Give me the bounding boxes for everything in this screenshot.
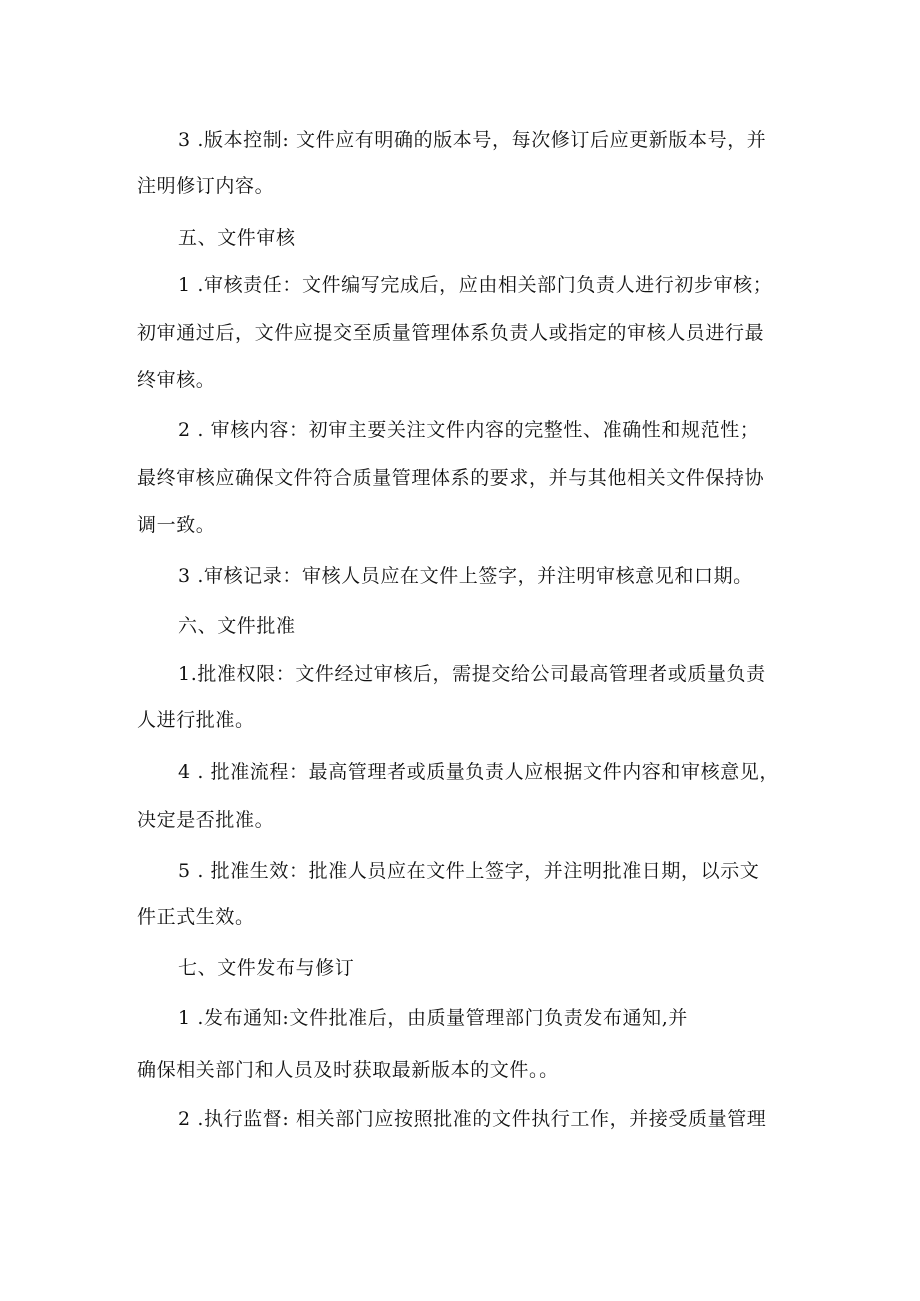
paragraph-review-content-line-3: 调一致。 xyxy=(137,514,216,536)
section-7-heading: 七、文件发布与修订 xyxy=(178,957,355,979)
paragraph-approval-process-line-2: 决定是否批准。 xyxy=(137,809,275,831)
paragraph-approval-process-line-1: 4 . 批准流程：最高管理者或质量负责人应根据文件内容和审核意见， xyxy=(178,761,780,783)
paragraph-approval-authority-line-2: 人进行批准。 xyxy=(137,709,255,731)
paragraph-review-responsibility-line-3: 终审核。 xyxy=(137,369,216,391)
paragraph-review-record-line-1: 3 .审核记录：审核人员应在文件上签字，并注明审核意见和口期。 xyxy=(178,565,753,587)
paragraph-release-notice-line-2: 确保相关部门和人员及时获取最新版本的文件。。 xyxy=(137,1059,559,1081)
paragraph-approval-effective-line-2: 件正式生效。 xyxy=(137,906,255,928)
paragraph-review-responsibility-line-2: 初审通过后，文件应提交至质量管理体系负责人或指定的审核人员进行最 xyxy=(137,322,765,344)
paragraph-version-control-line-2: 注明修订内容。 xyxy=(137,175,275,197)
paragraph-review-content-line-1: 2 . 审核内容：初审主要关注文件内容的完整性、准确性和规范性； xyxy=(178,419,760,441)
section-5-heading: 五、文件审核 xyxy=(178,227,296,249)
section-6-heading: 六、文件批准 xyxy=(178,615,296,637)
paragraph-review-content-line-2: 最终审核应确保文件符合质量管理体系的要求，并与其他相关文件保持协 xyxy=(137,467,765,489)
paragraph-execution-supervision-line-1: 2 .执行监督: 相关部门应按照批准的文件执行工作，并接受质量管理 xyxy=(178,1108,767,1130)
paragraph-review-responsibility-line-1: 1 .审核责任：文件编写完成后，应由相关部门负责人进行初步审核； xyxy=(178,274,773,296)
paragraph-approval-authority-line-1: 1.批准权限：文件经过审核后，需提交给公司最高管理者或质量负责 xyxy=(178,663,766,685)
paragraph-approval-effective-line-1: 5 . 批准生效：批准人员应在文件上签字，并注明批准日期，以示文 xyxy=(178,860,760,882)
paragraph-version-control-line-1: 3 .版本控制: 文件应有明确的版本号，每次修订后应更新版本号，并 xyxy=(178,129,767,151)
paragraph-release-notice-line-1: 1 .发布通知:文件批准后，由质量管理部门负责发布通知,并 xyxy=(178,1007,689,1029)
